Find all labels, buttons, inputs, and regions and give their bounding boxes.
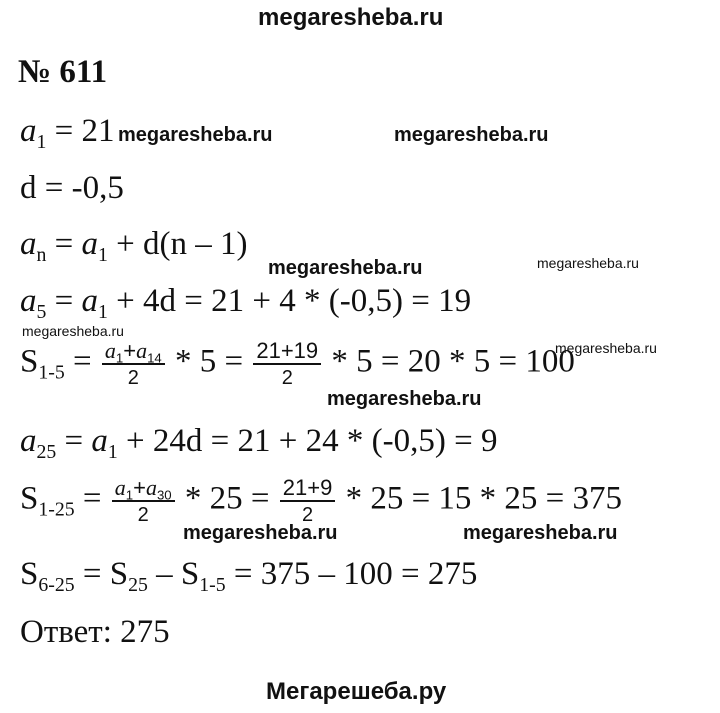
text: = <box>56 423 92 459</box>
var-a: a <box>104 338 116 363</box>
watermark: megaresheba.ru <box>537 255 639 271</box>
line-s1-5 <box>20 340 575 388</box>
var-a: a <box>81 283 99 319</box>
subscript: 1-5 <box>199 573 226 596</box>
text: * 5 = <box>166 343 252 380</box>
text: – S <box>147 556 200 592</box>
watermark: megaresheba.ru <box>555 340 657 356</box>
fraction-numerator: 21+19 <box>253 340 321 365</box>
watermark: megaresheba.ru <box>268 257 423 279</box>
var-a: a <box>20 113 37 149</box>
problem-number: № 611 <box>18 54 108 90</box>
fraction <box>280 477 336 525</box>
var-a: a <box>20 423 37 459</box>
fraction-numerator: 21+9 <box>280 477 336 502</box>
var-a: a <box>20 283 37 319</box>
line-d: d = -0,5 <box>20 170 124 206</box>
subscript: 6-25 <box>38 573 75 596</box>
subscript: 1 <box>98 300 108 323</box>
fraction <box>112 477 175 525</box>
fraction-denominator: 2 <box>137 504 149 526</box>
text: + d(n – 1) <box>107 226 248 262</box>
subscript: 14 <box>147 350 162 366</box>
text: S <box>20 480 39 517</box>
text: S <box>20 343 39 380</box>
line-a1 <box>20 113 115 153</box>
text: S <box>20 556 39 592</box>
text: = <box>46 283 82 319</box>
line-s1-25 <box>20 477 622 525</box>
var-a: a <box>91 423 108 459</box>
text: = 375 – 100 = 275 <box>225 556 478 592</box>
answer: Ответ: 275 <box>20 614 170 650</box>
fraction-numerator <box>102 340 165 365</box>
fraction <box>253 340 321 388</box>
text: = <box>46 226 82 262</box>
site-header: megaresheba.ru <box>258 4 444 31</box>
subscript: 1 <box>98 243 108 266</box>
plus: + <box>123 338 137 363</box>
fraction-denominator: 2 <box>127 367 139 389</box>
text: * 25 = <box>176 480 278 517</box>
watermark: megaresheba.ru <box>327 388 482 410</box>
line-a25 <box>20 423 498 463</box>
text: + 24d = 21 + 24 * (-0,5) = 9 <box>117 423 498 459</box>
subscript: 25 <box>128 573 148 596</box>
subscript: 25 <box>36 440 57 463</box>
subscript: 1-5 <box>38 361 65 384</box>
text: = 21 <box>46 113 115 149</box>
var-a: a <box>20 226 37 262</box>
fraction <box>102 340 165 388</box>
var-a: a <box>114 475 126 500</box>
text: * 25 = 15 * 25 = 375 <box>337 480 623 517</box>
var-a: a <box>81 226 99 262</box>
text: + 4d = 21 + 4 * (-0,5) = 19 <box>107 283 472 319</box>
var-a: a <box>136 338 148 363</box>
line-s6-25 <box>20 556 478 596</box>
watermark: megaresheba.ru <box>22 323 124 339</box>
watermark: megaresheba.ru <box>394 124 549 146</box>
subscript: 1 <box>36 130 47 153</box>
text: * 5 = 20 * 5 = 100 <box>323 343 575 380</box>
fraction-numerator <box>112 477 175 502</box>
text: = <box>64 343 100 380</box>
text: = <box>74 480 110 517</box>
subscript: 1 <box>115 350 124 366</box>
subscript: 1 <box>125 487 134 503</box>
var-a: a <box>145 475 157 500</box>
fraction-denominator: 2 <box>301 504 314 526</box>
text: = S <box>74 556 129 592</box>
watermark: megaresheba.ru <box>118 124 273 146</box>
line-an-formula <box>20 226 248 266</box>
subscript: n <box>36 243 47 266</box>
fraction-denominator: 2 <box>281 367 293 389</box>
watermark: megaresheba.ru <box>463 522 618 544</box>
line-a5 <box>20 283 472 323</box>
watermark: megaresheba.ru <box>183 522 338 544</box>
subscript: 1-25 <box>38 498 75 521</box>
plus: + <box>133 475 146 500</box>
subscript: 1 <box>107 440 118 463</box>
site-footer: Мегарешеба.ру <box>266 678 447 705</box>
subscript: 30 <box>156 487 172 503</box>
subscript: 5 <box>36 300 47 323</box>
